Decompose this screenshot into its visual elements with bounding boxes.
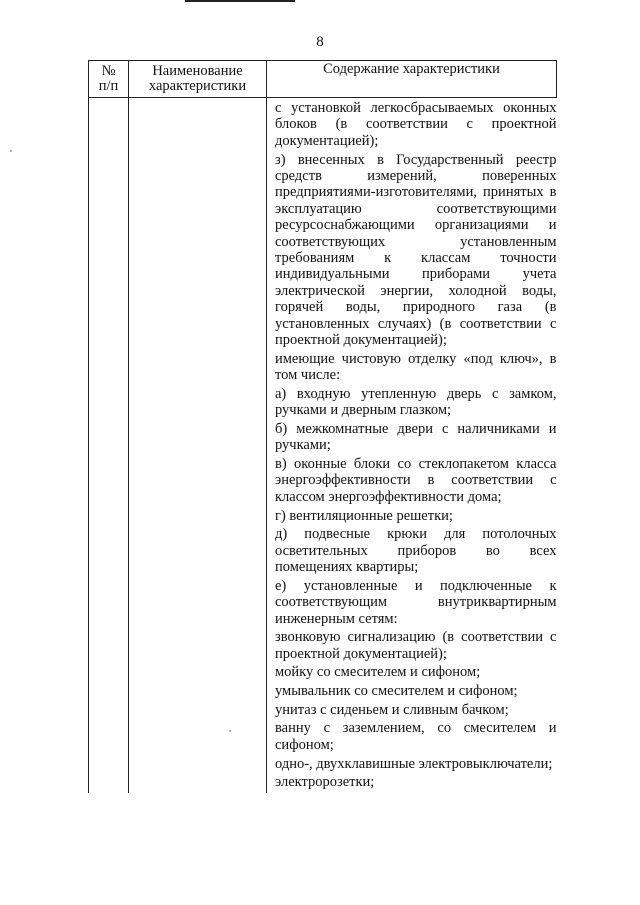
paragraph: звонковую сигнализацию (в соответствии с проектной документацией); <box>275 629 557 662</box>
table-body-row <box>89 98 557 794</box>
characteristics-table <box>88 60 557 793</box>
header-num <box>89 61 129 98</box>
paragraph: з) внесенных в Государственный реестр средств измерений, поверенных предприятиями-изготовителями, принятых в эксплуатацию соответствующими ресурсоснабжающими организациями и соответствующих установленным требованиям к классам точности индивидуальными приборами учета электрической энергии, холодной воды, горячей воды, природного газа (в установленных случаях) (в соответствии с проектной документацией); <box>275 151 557 348</box>
content-text <box>267 98 557 791</box>
paragraph: унитаз с сиденьем и сливным бачком; <box>275 701 509 718</box>
header-content <box>267 61 557 98</box>
paragraph: в) оконные блоки со стеклопакетом класса энергоэффективности в соответствии с классом энергоэффективности дома; <box>275 456 557 505</box>
num-cell <box>89 98 129 794</box>
paragraph: имеющие чистовую отделку «под ключ», в том числе: <box>275 350 557 384</box>
table-header-row <box>89 61 557 98</box>
paragraph: умывальник со смесителем и сифоном; <box>275 683 518 700</box>
paragraph: одно-, двухклавишные электровыключатели; <box>275 755 553 772</box>
name-cell <box>129 98 267 794</box>
top-rule <box>185 0 295 2</box>
header-name <box>129 61 267 98</box>
paragraph: б) межкомнатные двери с наличниками и ручками; <box>275 420 557 454</box>
header-content-label: Содержание характеристики <box>323 61 500 77</box>
scan-speck <box>229 730 231 732</box>
paragraph: а) входную утепленную дверь с замком, ручками и дверным глазком; <box>275 385 557 419</box>
paragraph: е) установленные и подключенные к соответствующим внутриквартирным инженерным сетям: <box>275 577 557 627</box>
paragraph: с установкой легкосбрасываемых оконных блоков (в соответствии с проектной документацией); <box>275 100 557 149</box>
header-name-label: Наименование характеристики <box>148 63 247 94</box>
header-num-label: № п/п <box>98 63 119 94</box>
scan-speck <box>10 150 12 152</box>
paragraph: г) вентиляционные решетки; <box>275 507 453 524</box>
paragraph: ванну с заземлением, со смесителем и сифоном; <box>275 720 557 753</box>
content-cell <box>267 98 557 794</box>
page-number: 8 <box>316 34 324 50</box>
paragraph: электророзетки; <box>275 774 375 791</box>
paragraph: д) подвесные крюки для потолочных осветительных приборов во всех помещениях квартиры; <box>275 526 557 576</box>
paragraph: мойку со смесителем и сифоном; <box>275 664 481 681</box>
